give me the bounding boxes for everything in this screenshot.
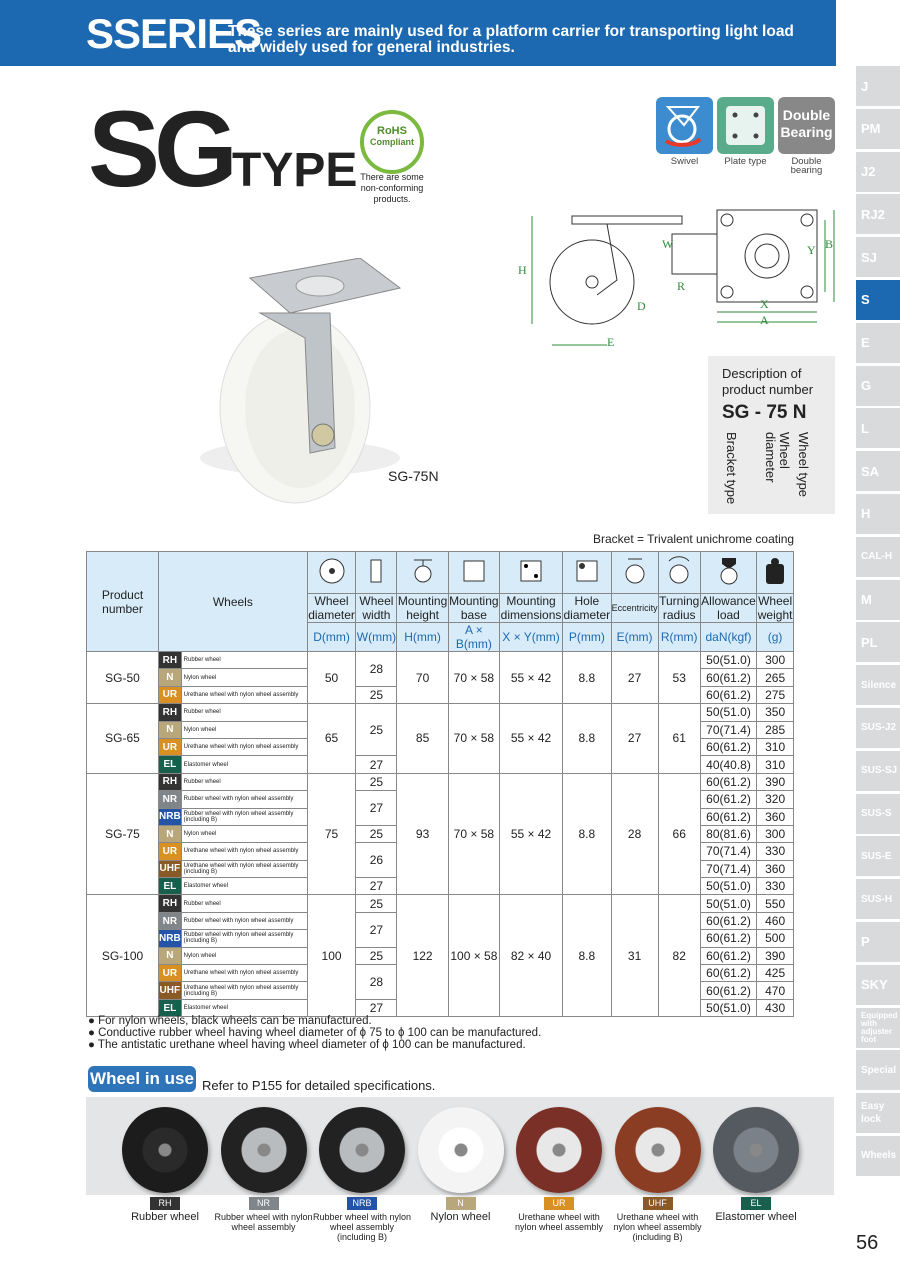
wheel-desc: Nylon wheel: [181, 721, 307, 738]
product-number: SG-50: [87, 652, 159, 704]
col-AB: 70 × 58: [448, 652, 499, 704]
wheel-code: NR: [159, 791, 182, 808]
col-P: 8.8: [563, 895, 611, 1017]
wheel-weight: 430: [757, 999, 794, 1016]
wheel-weight: 285: [757, 721, 794, 738]
wheel-desc: Rubber wheel: [181, 652, 307, 669]
svg-text:D: D: [637, 299, 646, 313]
col-E: 31: [611, 895, 658, 1017]
tab-9[interactable]: SA: [856, 451, 900, 491]
col-AB: 100 × 58: [448, 895, 499, 1017]
header-unit-2: H(mm): [397, 623, 448, 652]
wheel-code-badge: EL: [741, 1197, 771, 1210]
col-H: 122: [397, 895, 448, 1017]
series-banner: [0, 0, 836, 66]
wheel-desc: Rubber wheel with nylon wheel assembly: [181, 912, 307, 929]
wheel-code: N: [159, 947, 182, 964]
wheel-width: 27: [356, 912, 397, 947]
col-E: 27: [611, 704, 658, 774]
header-unit-3: A × B(mm): [448, 623, 499, 652]
tab-12[interactable]: M: [856, 580, 900, 620]
product-number: SG-75: [87, 773, 159, 895]
wheel-width: 28: [356, 965, 397, 1000]
svg-text:E: E: [607, 335, 615, 349]
allowance-load: 70(71.4): [700, 843, 756, 860]
note-item: ● Conductive rubber wheel having wheel diameter of ϕ 75 to ϕ 100 can be manufactured.: [88, 1027, 542, 1039]
tab-10[interactable]: H: [856, 494, 900, 534]
table-row: [87, 652, 794, 669]
col-R: 53: [658, 652, 700, 704]
header-unit-0: D(mm): [307, 623, 356, 652]
col-AB: 70 × 58: [448, 704, 499, 774]
col-H: 85: [397, 704, 448, 774]
icon-height: [397, 552, 448, 594]
wheel-weight: 360: [757, 808, 794, 825]
wheel-image: [122, 1107, 208, 1193]
allowance-load: 60(61.2): [700, 738, 756, 755]
wheel-code: RH: [159, 652, 182, 669]
wheel-desc: Nylon wheel: [181, 825, 307, 842]
table-row: [87, 895, 794, 912]
wheel-width: 28: [356, 652, 397, 687]
wheel-desc: Rubber wheel with nylon wheel assembly: [181, 791, 307, 808]
page-number: 56: [856, 1232, 879, 1254]
tab-20[interactable]: P: [856, 922, 900, 962]
allowance-load: 60(61.2): [700, 791, 756, 808]
wheel-weight: 300: [757, 825, 794, 842]
wheel-in-use-badge: Wheel in use: [88, 1066, 196, 1092]
tab-18[interactable]: SUS-E: [856, 836, 900, 876]
tab-8[interactable]: L: [856, 408, 900, 448]
series-title: SSERIES: [86, 10, 262, 57]
header-col-5: Hole diameter: [563, 594, 611, 622]
tab-23[interactable]: Special: [856, 1050, 900, 1090]
wheel-width: 27: [356, 999, 397, 1016]
header-unit-4: X × Y(mm): [499, 623, 562, 652]
header-col-6: Eccentricity: [611, 594, 658, 623]
tab-25[interactable]: Wheels: [856, 1136, 900, 1176]
header-unit-9: (g): [757, 623, 794, 652]
col-E: 28: [611, 773, 658, 895]
icon-eccentricity: [611, 552, 658, 594]
icon-turning: [658, 552, 700, 594]
allowance-load: 80(81.6): [700, 825, 756, 842]
series-description: These series are mainly used for a platform carrier for transporting light load and widely used for general industries.: [228, 23, 794, 56]
col-P: 8.8: [563, 704, 611, 774]
tab-6[interactable]: E: [856, 323, 900, 363]
wheel-diameter: 100: [307, 895, 356, 1017]
wheel-weight: 320: [757, 791, 794, 808]
wheel-code-badge: NRB: [347, 1197, 377, 1210]
rohs-badge: RoHS Compliant: [360, 110, 424, 174]
wheel-name: Elastomer wheel: [715, 1211, 797, 1223]
col-H: 70: [397, 652, 448, 704]
plate-type-icon: [717, 97, 774, 154]
tab-11[interactable]: CAL-H: [856, 537, 900, 577]
wheel-code: UHF: [159, 860, 182, 877]
header-col-2: Mounting height: [397, 594, 448, 622]
wheel-weight: 500: [757, 930, 794, 947]
svg-text:W: W: [662, 237, 674, 251]
wheel-name: Urethane wheel with nylon wheel assembly (including B): [613, 1212, 702, 1242]
wheel-weight: 390: [757, 773, 794, 790]
wheel-code-badge: UHF: [643, 1197, 673, 1210]
allowance-load: 60(61.2): [700, 930, 756, 947]
wheel-desc: Nylon wheel: [181, 947, 307, 964]
wheel-weight: 425: [757, 965, 794, 982]
allowance-load: 60(61.2): [700, 773, 756, 790]
header-col-4: Mounting dimensions: [500, 594, 562, 622]
wheel-code: UR: [159, 843, 182, 860]
col-R: 66: [658, 773, 700, 895]
wheel-desc: Rubber wheel: [181, 895, 307, 912]
col-P: 8.8: [563, 652, 611, 704]
wheel-code-badge: RH: [150, 1197, 180, 1210]
wheel-width: 25: [356, 825, 397, 842]
notes: [88, 1015, 541, 1051]
allowance-load: 70(71.4): [700, 721, 756, 738]
svg-text:A: A: [760, 313, 769, 327]
header-col-9: Wheel weight: [757, 594, 793, 622]
wheel-weight: 330: [757, 843, 794, 860]
wheel-weight: 460: [757, 912, 794, 929]
wheel-desc: Elastomer wheel: [181, 999, 307, 1016]
wheel-weight: 330: [757, 878, 794, 895]
wheel-code: N: [159, 825, 182, 842]
header-product: Product number: [87, 552, 159, 652]
allowance-load: 50(51.0): [700, 999, 756, 1016]
allowance-load: 50(51.0): [700, 704, 756, 721]
wheel-weight: 310: [757, 756, 794, 773]
wheel-code: EL: [159, 999, 182, 1016]
product-number: SG-65: [87, 704, 159, 774]
icon-label-swivel: Swivel: [670, 156, 699, 167]
side-tabs: [856, 66, 900, 1179]
product-number-description: [708, 356, 835, 514]
photo-label: SG-75N: [388, 468, 439, 484]
tab-22[interactable]: Equipped with adjuster foot: [856, 1008, 900, 1048]
wheel-code: UR: [159, 686, 182, 703]
wheel-width: 27: [356, 878, 397, 895]
tab-19[interactable]: SUS-H: [856, 879, 900, 919]
wheel-code: UHF: [159, 982, 182, 999]
col-XY: 55 × 42: [499, 704, 562, 774]
wheel-diameter: 50: [307, 652, 356, 704]
wheel-code: N: [159, 721, 182, 738]
wheel-desc: Urethane wheel with nylon wheel assembly: [181, 738, 307, 755]
col-E: 27: [611, 652, 658, 704]
wheel-desc: Urethane wheel with nylon wheel assembly: [181, 843, 307, 860]
allowance-load: 60(61.2): [700, 686, 756, 703]
allowance-load: 60(61.2): [700, 982, 756, 999]
part-diameter: Wheel diameter: [763, 432, 792, 483]
wheel-image: [615, 1107, 701, 1193]
tab-5[interactable]: S: [856, 280, 900, 320]
wheel-code: N: [159, 669, 182, 686]
type-title: SGTYPE: [88, 88, 358, 209]
wheel-desc: Elastomer wheel: [181, 878, 307, 895]
wheel-code: RH: [159, 773, 182, 790]
header-col-7: Turning radius: [659, 594, 700, 622]
icon-width: [356, 552, 397, 594]
wheel-width: 27: [356, 756, 397, 773]
col-R: 61: [658, 704, 700, 774]
wheel-name: Rubber wheel with nylon wheel assembly (including B): [312, 1212, 412, 1242]
table-row: [87, 773, 794, 790]
wheel-name: Rubber wheel: [131, 1211, 199, 1223]
note-item: ● For nylon wheels, black wheels can be manufactured.: [88, 1015, 372, 1027]
wheel-image: [516, 1107, 602, 1193]
col-P: 8.8: [563, 773, 611, 895]
wheel-name: Rubber wheel with nylon wheel assembly: [214, 1212, 313, 1232]
wheel-desc: Rubber wheel with nylon wheel assembly (including B): [181, 930, 307, 947]
wheel-desc: Urethane wheel with nylon wheel assembly: [181, 686, 307, 703]
tab-2[interactable]: J2: [856, 152, 900, 192]
wheel-width: 27: [356, 791, 397, 826]
double-bearing-icon: Double Bearing: [778, 97, 835, 154]
wheel-width: 25: [356, 947, 397, 964]
allowance-load: 60(61.2): [700, 808, 756, 825]
wheel-desc: Rubber wheel with nylon wheel assembly (including B): [181, 808, 307, 825]
col-AB: 70 × 58: [448, 773, 499, 895]
wheel-width: 26: [356, 843, 397, 878]
wheel-code: EL: [159, 878, 182, 895]
wheel-in-use-ref: Refer to P155 for detailed specifications.: [202, 1078, 436, 1093]
icon-base: [448, 552, 499, 594]
icon-load: [700, 552, 756, 594]
allowance-load: 70(71.4): [700, 860, 756, 877]
header-wheels: Wheels: [159, 552, 308, 652]
wheel-code: UR: [159, 738, 182, 755]
product-number: SG-100: [87, 895, 159, 1017]
svg-text:X: X: [760, 297, 769, 311]
wheel-code-badge: UR: [544, 1197, 574, 1210]
wheel-code: RH: [159, 895, 182, 912]
wheel-weight: 310: [757, 738, 794, 755]
tab-24[interactable]: Easy lock: [856, 1093, 900, 1133]
wheel-weight: 360: [757, 860, 794, 877]
wheel-weight: 550: [757, 895, 794, 912]
note-item: ● The antistatic urethane wheel having wheel diameter of ϕ 100 can be manufactured.: [88, 1039, 526, 1051]
wheel-weight: 300: [757, 652, 794, 669]
part-bracket: Bracket type: [724, 432, 739, 505]
wheel-desc: Elastomer wheel: [181, 756, 307, 773]
wheel-code-badge: NR: [249, 1197, 279, 1210]
wheel-desc: Urethane wheel with nylon wheel assembly (including B): [181, 860, 307, 877]
bracket-note: Bracket = Trivalent unichrome coating: [593, 532, 795, 546]
tab-16[interactable]: SUS-SJ: [856, 751, 900, 791]
tab-3[interactable]: RJ2: [856, 194, 900, 234]
wheel-image: [319, 1107, 405, 1193]
spec-table: [86, 551, 794, 1017]
header-unit-6: E(mm): [611, 623, 658, 652]
col-XY: 82 × 40: [499, 895, 562, 1017]
wheel-desc: Rubber wheel: [181, 704, 307, 721]
wheel-diameter: 75: [307, 773, 356, 895]
tab-1[interactable]: PM: [856, 109, 900, 149]
wheel-width: 25: [356, 686, 397, 703]
wheel-weight: 390: [757, 947, 794, 964]
allowance-load: 60(61.2): [700, 947, 756, 964]
allowance-load: 50(51.0): [700, 895, 756, 912]
wheel-width: 25: [356, 704, 397, 756]
header-unit-8: daN(kgf): [700, 623, 756, 652]
wheel-code: NRB: [159, 808, 182, 825]
svg-text:H: H: [518, 263, 527, 277]
col-XY: 55 × 42: [499, 773, 562, 895]
wheel-image: [418, 1107, 504, 1193]
tab-21[interactable]: SKY: [856, 965, 900, 1005]
icon-weight: [757, 552, 794, 594]
caster-photo: [190, 258, 410, 518]
col-H: 93: [397, 773, 448, 895]
wheel-weight: 265: [757, 669, 794, 686]
allowance-load: 50(51.0): [700, 878, 756, 895]
header-col-1: Wheel width: [356, 594, 397, 623]
table-row: [87, 704, 794, 721]
header-col-8: Allowance load: [701, 594, 756, 622]
part-wheel-type: Wheel type: [796, 432, 811, 498]
svg-text:B: B: [825, 237, 834, 251]
wheel-image: [713, 1107, 799, 1193]
icon-diameter: [307, 552, 356, 594]
wheel-code: UR: [159, 965, 182, 982]
wheel-diameter: 65: [307, 704, 356, 774]
allowance-load: 40(40.8): [700, 756, 756, 773]
icon-hole: [563, 552, 611, 594]
header-unit-5: P(mm): [563, 623, 611, 652]
icon-mounting-dims: [499, 552, 562, 594]
wheel-code: NRB: [159, 930, 182, 947]
swivel-icon: [656, 97, 713, 154]
wheel-name: Urethane wheel with nylon wheel assembly: [514, 1212, 604, 1232]
tab-14[interactable]: Silence: [856, 665, 900, 705]
header-unit-1: W(mm): [356, 623, 397, 652]
wheel-width: 25: [356, 773, 397, 790]
rohs-note: There are some non-conforming products.: [360, 172, 424, 204]
allowance-load: 60(61.2): [700, 669, 756, 686]
wheel-desc: Urethane wheel with nylon wheel assembly (including B): [181, 982, 307, 999]
wheel-desc: Nylon wheel: [181, 669, 307, 686]
wheel-code-badge: N: [446, 1197, 476, 1210]
tab-13[interactable]: PL: [856, 622, 900, 662]
svg-text:Y: Y: [807, 243, 816, 257]
wheel-code: EL: [159, 756, 182, 773]
tab-0[interactable]: J: [856, 66, 900, 106]
wheel-weight: 275: [757, 686, 794, 703]
wheel-code: RH: [159, 704, 182, 721]
svg-text:R: R: [677, 279, 686, 293]
allowance-load: 60(61.2): [700, 912, 756, 929]
description-code: SG - 75 N: [722, 402, 807, 423]
wheel-weight: 350: [757, 704, 794, 721]
tab-7[interactable]: G: [856, 366, 900, 406]
header-col-3: Mounting base: [449, 594, 499, 622]
allowance-load: 60(61.2): [700, 965, 756, 982]
col-XY: 55 × 42: [499, 652, 562, 704]
wheel-code: NR: [159, 912, 182, 929]
icon-label-bearing: Double bearing: [790, 156, 823, 176]
wheel-weight: 470: [757, 982, 794, 999]
col-R: 82: [658, 895, 700, 1017]
tab-17[interactable]: SUS-S: [856, 794, 900, 834]
wheel-image: [221, 1107, 307, 1193]
wheel-name: Nylon wheel: [430, 1211, 491, 1223]
wheel-desc: Urethane wheel with nylon wheel assembly: [181, 965, 307, 982]
allowance-load: 50(51.0): [700, 652, 756, 669]
header-unit-7: R(mm): [658, 623, 700, 652]
tab-15[interactable]: SUS-J2: [856, 708, 900, 748]
icon-label-plate: Plate type: [724, 156, 767, 167]
header-col-0: Wheel diameter: [308, 594, 355, 622]
wheel-width: 25: [356, 895, 397, 912]
dimension-drawing: [512, 200, 842, 350]
wheel-desc: Rubber wheel: [181, 773, 307, 790]
tab-4[interactable]: SJ: [856, 237, 900, 277]
description-heading: Description of product number: [722, 366, 814, 397]
